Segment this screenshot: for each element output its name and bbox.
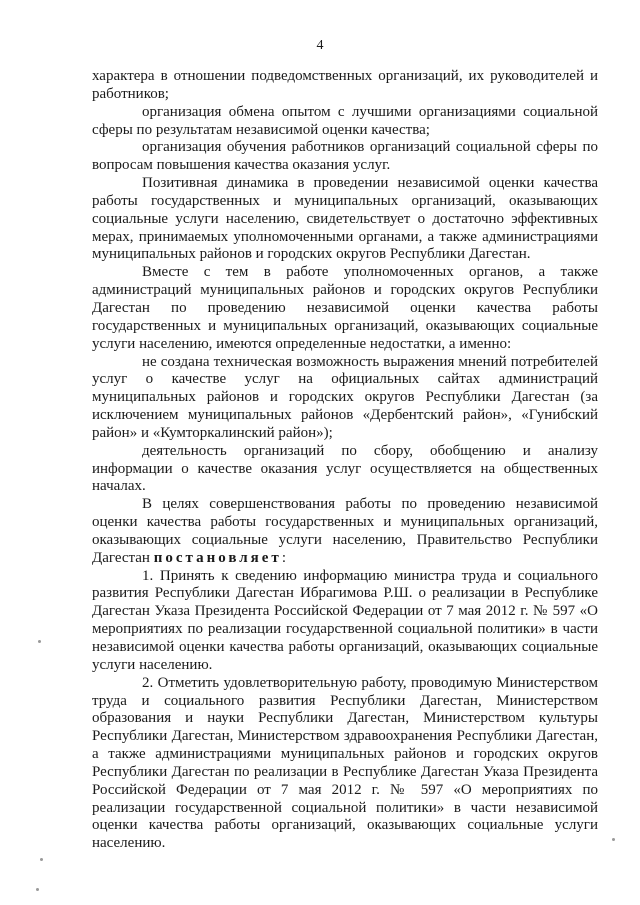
- resolution-keyword: постановляет: [153, 549, 282, 566]
- paragraph-clause-1: 1. Принять к сведению информацию министра труда и социального развития Республики Дагестан Ибрагимова Р.Ш. о реализации в Республике Дагестан Указа Президента Российской Федерации от 7 мая 2012 г. № 597 «О мероприятиях по реализации государственной социальной политики» в части независимой оценки качества работы организаций, оказывающих социальные услуги населению.: [92, 567, 598, 673]
- paragraph-positive-dynamics: Позитивная динамика в проведении независимой оценки качества работы государственных и муниципальных организаций, оказывающих социальные услуги населению, свидетельствует о достаточно эффективных мерах, принимаемых уполномоченными органами, а также администрациями муниципальных районов и городских округов Республики Дагестан.: [92, 175, 598, 263]
- paragraph-clause-2: 2. Отметить удовлетворительную работу, проводимую Министерством труда и социального развития Республики Дагестан, Министерством образования и науки Республики Дагестан, Министерством культуры Республики Дагестан, Министерством здравоохранения Республики Дагестан, а также администрациями муниципальных районов и городских округов Республики Дагестан по реализации в Республике Дагестан Указа Президента Российской Федерации от 7 мая 2012 г. № 597 «О мероприятиях по реализации государственной социальной политики» в части независимой оценки качества работы организаций, оказывающих социальные услуги населению.: [92, 674, 598, 852]
- scan-speck: [612, 838, 615, 841]
- page-number: 4: [316, 38, 324, 53]
- paragraph-training: организация обучения работников организаций социальной сферы по вопросам повышения качества оказания услуг.: [92, 139, 598, 174]
- paragraph-shortcomings-intro: Вместе с тем в работе уполномоченных органов, а также администраций муниципальных районов и городских округов Республики Дагестан по проведению независимой оценки качества работы государственных и муниципальных организаций, оказывающих социальные услуги населению, имеются определенные недостатки, а именно:: [92, 264, 598, 352]
- document-body: [92, 68, 598, 853]
- paragraph-exchange-experience: организация обмена опытом с лучшими организациями социальной сферы по результатам независимой оценки качества;: [92, 103, 598, 138]
- paragraph-continuation: характера в отношении подведомственных организаций, их руководителей и работников;: [92, 68, 598, 102]
- resolution-intro-text: В целях совершенствования работы по проведению независимой оценки качества работы государственных и муниципальных организаций, оказывающих социальные услуги населению, Правительство Республики Дагестан: [92, 496, 598, 566]
- paragraph-resolution-intro: [92, 496, 598, 567]
- scan-speck: [40, 858, 43, 861]
- paragraph-shortcoming-volunteer: деятельность организаций по сбору, обобщению и анализу информации о качестве оказания услуг осуществляется на общественных началах.: [92, 442, 598, 495]
- paragraph-shortcoming-websites: не создана техническая возможность выражения мнений потребителей услуг о качестве услуг на официальных сайтах администраций муниципальных районов и городских округов Республики Дагестан (за исключением муниципальных районов «Дербентский район», «Гунибский район» и «Кумторкалинский район»);: [92, 353, 598, 441]
- resolution-keyword-colon: :: [281, 549, 286, 566]
- scan-speck: [36, 888, 39, 891]
- scan-speck: [38, 640, 41, 643]
